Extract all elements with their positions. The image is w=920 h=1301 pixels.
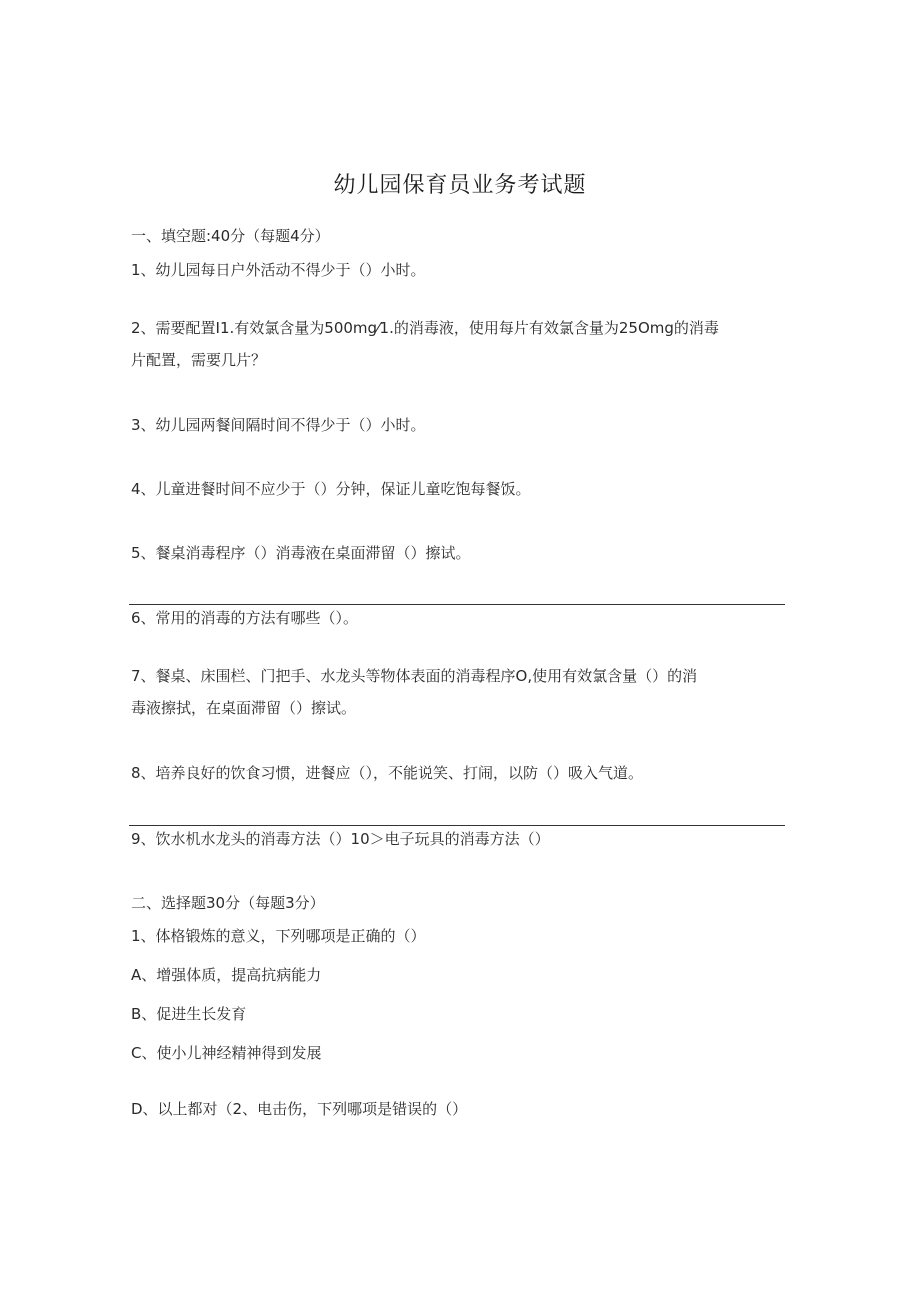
option-a: A、增强体质，提高抗病能力 [131,966,322,984]
question-9: 9、饮水机水龙头的消毒方法（）10＞电子玩具的消毒方法（） [131,830,550,848]
option-d: D、以上都对（2、电击伤，下列哪项是错误的（） [131,1100,468,1118]
mc-question-1: 1、体格锻炼的意义，下列哪项是正确的（） [131,927,426,945]
section-heading-multiple-choice: 二、选择题30分（每题3分） [131,894,325,912]
option-b: B、促进生长发育 [131,1005,247,1023]
answer-rule [129,825,785,826]
question-4: 4、儿童进餐时间不应少于（）分钟，保证儿童吃饱每餐饭。 [131,480,531,498]
answer-rule [129,604,785,605]
question-1: 1、幼儿园每日户外活动不得少于（）小时。 [131,261,426,279]
question-3: 3、幼儿园两餐间隔时间不得少于（）小时。 [131,416,426,434]
question-7-line-2: 毒液擦拭，在桌面滞留（）擦试。 [131,699,357,717]
question-7-line-1: 7、餐桌、床围栏、门把手、水龙头等物体表面的消毒程序O,使用有效氯含量（）的消 [131,667,698,685]
question-2-line-2: 片配置，需要几片？ [131,351,267,369]
question-2-line-1: 2、需要配置I1.有效氯含量为500mg⁄1.的消毒液，使用每片有效氯含量为25Omg的消毒 [131,319,719,337]
section-heading-fill-in: 一、填空题:40分（每题4分） [131,227,330,245]
page-title: 幼儿园保育员业务考试题 [333,173,587,198]
question-6: 6、常用的消毒的方法有哪些（）。 [131,609,359,627]
option-c: C、使小儿神经精神得到发展 [131,1044,322,1062]
question-8: 8、培养良好的饮食习惯，进餐应（），不能说笑、打闹，以防（）吸入气道。 [131,764,644,782]
question-5: 5、餐桌消毒程序（）消毒液在桌面滞留（）擦试。 [131,544,471,562]
